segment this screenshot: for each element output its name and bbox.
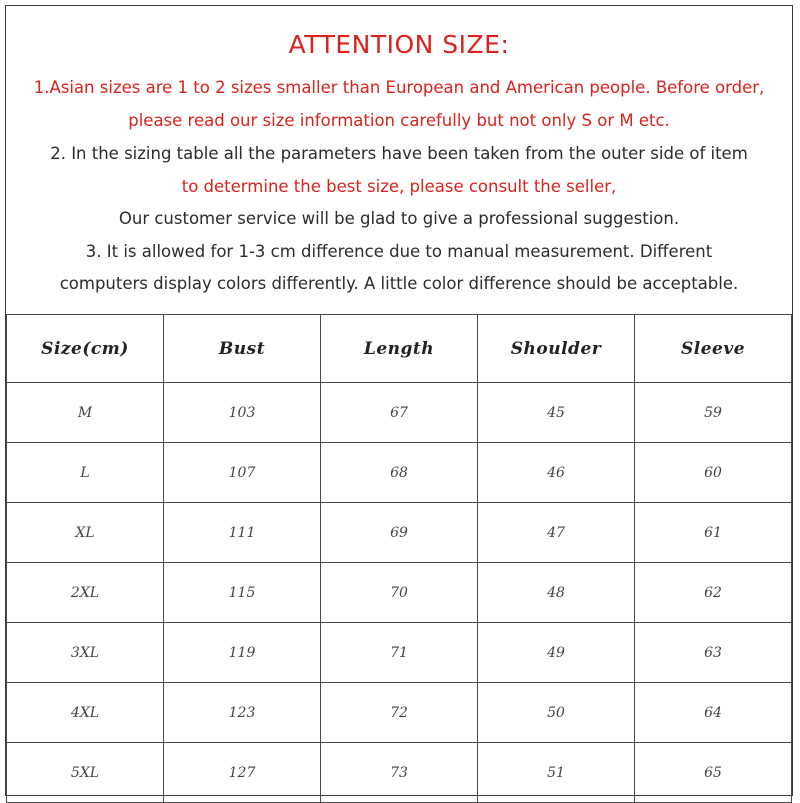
cell-size: 3XL <box>7 623 164 683</box>
cell-bust: 111 <box>164 503 321 563</box>
cell-sleeve: 64 <box>635 683 792 743</box>
table-row <box>7 383 792 443</box>
cell-bust: 115 <box>164 563 321 623</box>
cell-sleeve: 65 <box>635 743 792 803</box>
cell-length: 70 <box>321 563 478 623</box>
notice-line-7: computers display colors differently. A little color difference should be acceptable. <box>59 274 739 293</box>
cell-sleeve: 61 <box>635 503 792 563</box>
cell-sleeve: 60 <box>635 443 792 503</box>
notice-line-4: to determine the best size, please consult the seller, <box>181 177 617 196</box>
cell-size: L <box>7 443 164 503</box>
notice-line-6: 3. It is allowed for 1-3 cm difference due to manual measurement. Different <box>85 242 713 261</box>
cell-shoulder: 49 <box>478 623 635 683</box>
cell-bust: 127 <box>164 743 321 803</box>
cell-length: 69 <box>321 503 478 563</box>
cell-bust: 123 <box>164 683 321 743</box>
cell-length: 71 <box>321 623 478 683</box>
table-row <box>7 683 792 743</box>
cell-bust: 107 <box>164 443 321 503</box>
cell-size: XL <box>7 503 164 563</box>
cell-size: 4XL <box>7 683 164 743</box>
cell-length: 73 <box>321 743 478 803</box>
size-chart-frame <box>5 5 793 796</box>
header-size: Size(cm) <box>7 315 164 383</box>
cell-length: 68 <box>321 443 478 503</box>
table-row <box>7 623 792 683</box>
table-row <box>7 563 792 623</box>
table-row <box>7 503 792 563</box>
cell-size: M <box>7 383 164 443</box>
attention-notice <box>6 6 792 314</box>
cell-shoulder: 47 <box>478 503 635 563</box>
cell-bust: 119 <box>164 623 321 683</box>
notice-title: ATTENTION SIZE: <box>288 30 510 59</box>
cell-length: 72 <box>321 683 478 743</box>
header-length: Length <box>321 315 478 383</box>
cell-shoulder: 48 <box>478 563 635 623</box>
header-bust: Bust <box>164 315 321 383</box>
cell-sleeve: 62 <box>635 563 792 623</box>
table-row <box>7 743 792 803</box>
notice-line-3: 2. In the sizing table all the parameters have been taken from the outer side of item <box>50 144 748 163</box>
cell-shoulder: 45 <box>478 383 635 443</box>
notice-line-2: please read our size information carefully but not only S or M etc. <box>128 111 670 130</box>
cell-sleeve: 63 <box>635 623 792 683</box>
cell-sleeve: 59 <box>635 383 792 443</box>
cell-bust: 103 <box>164 383 321 443</box>
cell-size: 2XL <box>7 563 164 623</box>
table-row <box>7 443 792 503</box>
notice-line-5: Our customer service will be glad to give a professional suggestion. <box>118 209 680 228</box>
cell-shoulder: 46 <box>478 443 635 503</box>
header-shoulder: Shoulder <box>478 315 635 383</box>
cell-shoulder: 50 <box>478 683 635 743</box>
header-sleeve: Sleeve <box>635 315 792 383</box>
cell-shoulder: 51 <box>478 743 635 803</box>
cell-length: 67 <box>321 383 478 443</box>
cell-size: 5XL <box>7 743 164 803</box>
size-table <box>6 314 792 803</box>
table-header-row <box>7 315 792 383</box>
notice-line-1: 1.Asian sizes are 1 to 2 sizes smaller than European and American people. Before order, <box>33 78 765 97</box>
